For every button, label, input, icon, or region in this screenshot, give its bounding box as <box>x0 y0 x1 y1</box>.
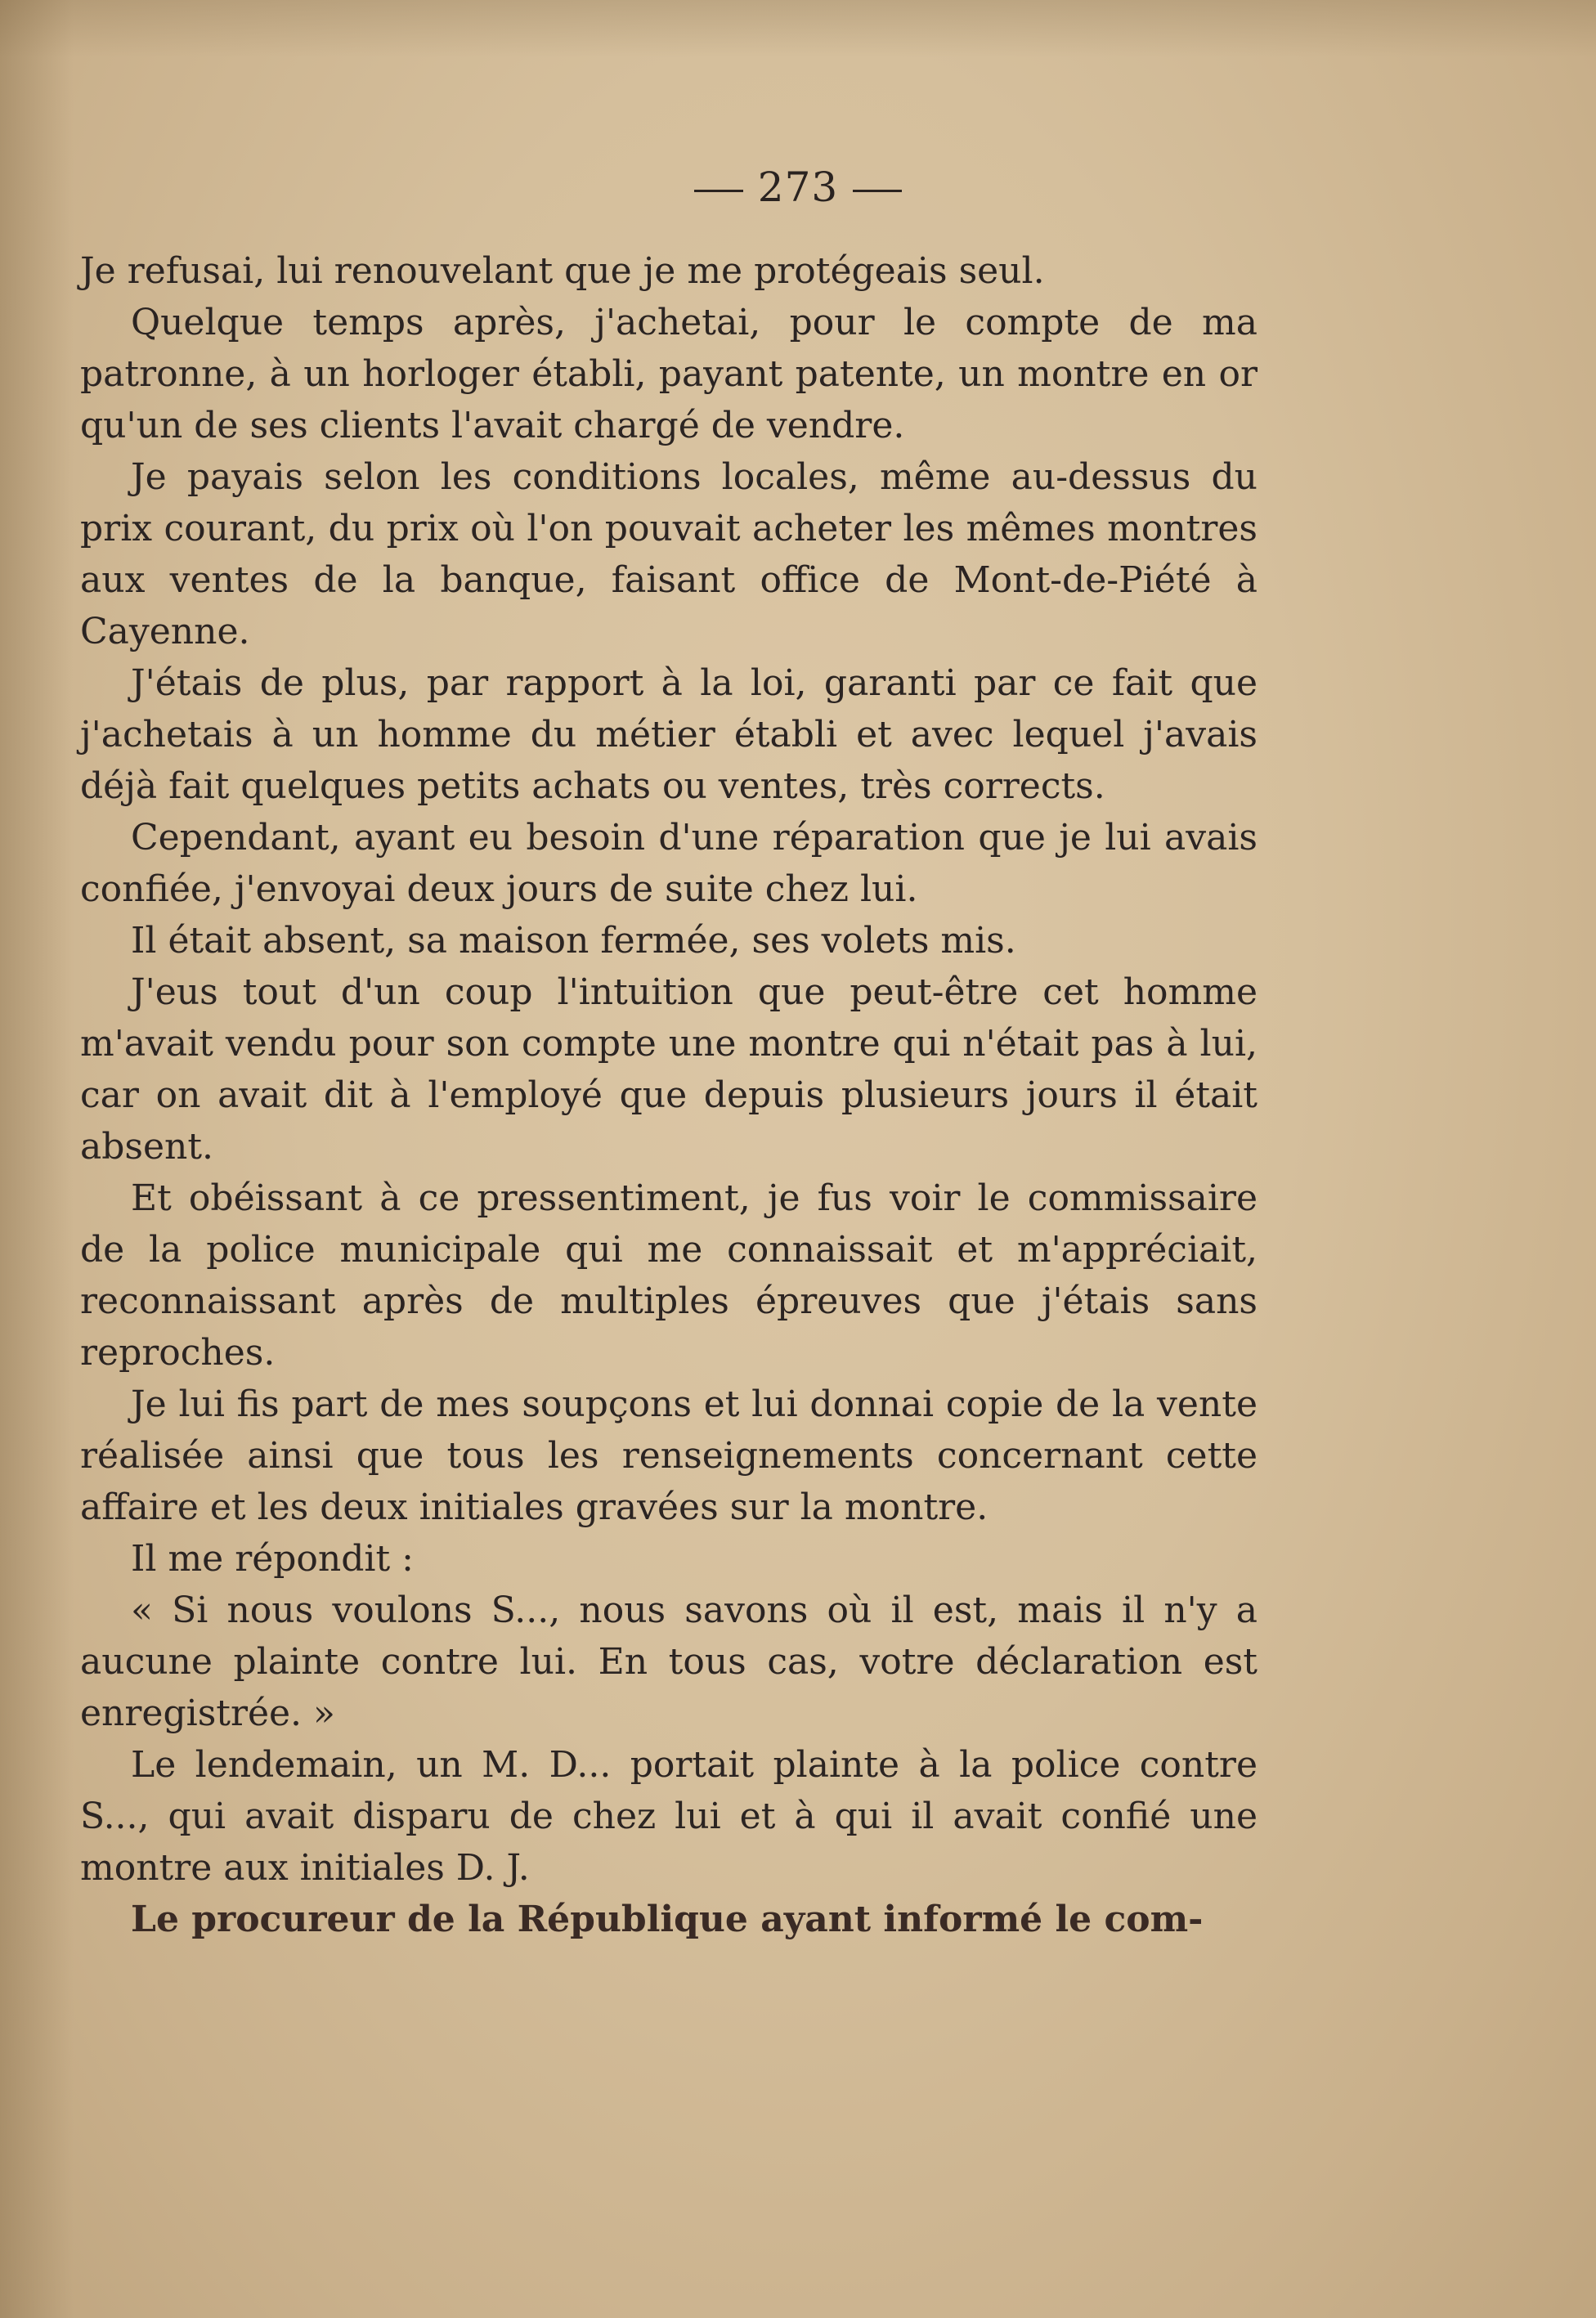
paragraph: Quelque temps après, j'achetai, pour le compte de ma patronne, à un horloger établi, payant patente, un montre en or qu'un de ses clients l'avait chargé de vendre. <box>80 302 1258 446</box>
paragraph: Il était absent, sa maison fermée, ses volets mis. <box>131 920 1016 962</box>
paragraph: Cependant, ayant eu besoin d'une réparation que je lui avais confiée, j'envoyai deux jours de suite chez lui. <box>80 817 1258 910</box>
paragraph: Je payais selon les conditions locales, même au-dessus du prix courant, du prix où l'on pouvait acheter les mêmes montres aux ventes de la banque, faisant office de Mont-de-Piété à Cayenne. <box>80 456 1258 652</box>
page-header <box>0 164 1596 211</box>
paragraph: J'étais de plus, par rapport à la loi, garanti par ce fait que j'achetais à un homme du métier établi et avec lequel j'avais déjà fait quelques petits achats ou ventes, très corrects. <box>80 662 1258 807</box>
paragraph: Il me répondit : <box>131 1538 414 1580</box>
paragraph: Je refusai, lui renouvelant que je me protégeais seul. <box>80 250 1045 292</box>
paragraph: Et obéissant à ce pressentiment, je fus voir le commissaire de la police municipale qui me connaissait et m'appréciait, reconnaissant après de multiples épreuves que j'étais sans reproches. <box>80 1177 1258 1374</box>
page-number: 273 <box>757 164 839 211</box>
paragraph: Le lendemain, un M. D... portait plainte à la police contre S..., qui avait disparu de chez lui et à qui il avait confié une montre aux initiales D. J. <box>80 1744 1258 1889</box>
paragraph: « Si nous voulons S..., nous savons où il est, mais il n'y a aucune plainte contre lui. En tous cas, votre déclaration est enregistrée. » <box>80 1589 1258 1734</box>
paragraph: J'eus tout d'un coup l'intuition que peut-être cet homme m'avait vendu pour son compte une montre qui n'était pas à lui, car on avait dit à l'employé que depuis plusieurs jours il était absent. <box>80 971 1258 1168</box>
header-dash-left <box>694 190 743 192</box>
header-dash-right <box>853 190 902 192</box>
paragraph: Le procureur de la République ayant informé le com- <box>131 1899 1204 1940</box>
paragraph: Je lui fis part de mes soupçons et lui donnai copie de la vente réalisée ainsi que tous les renseignements concernant cette affaire et les deux initiales gravées sur la montre. <box>80 1383 1258 1528</box>
page-body <box>80 245 1258 1945</box>
